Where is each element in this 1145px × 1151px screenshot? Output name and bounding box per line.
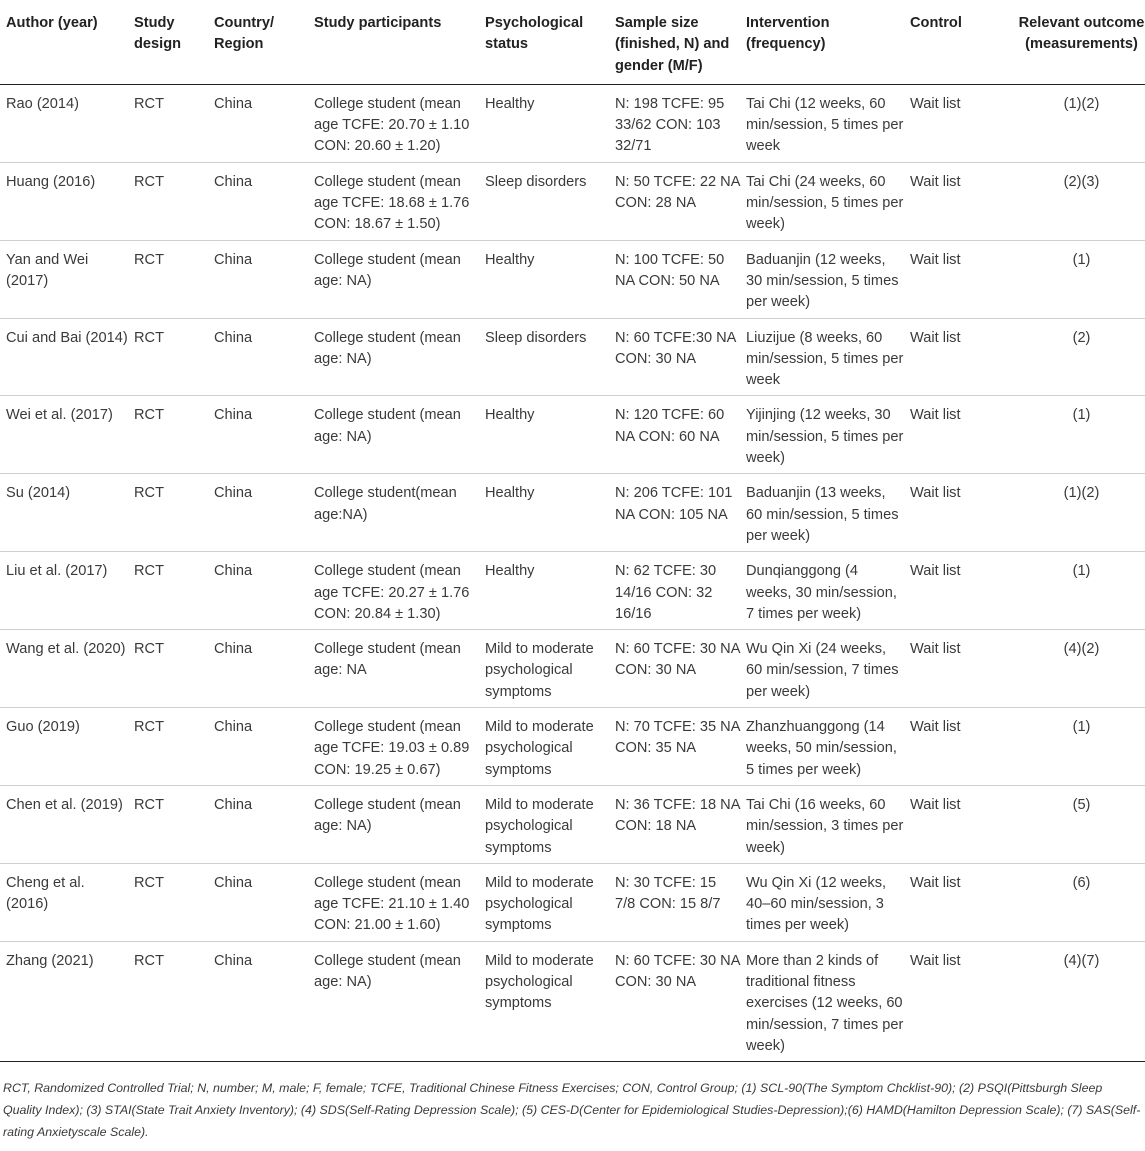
cell-study-participants: College student (mean age TCFE: 20.27 ± 1.76 CON: 20.84 ± 1.30): [314, 563, 470, 622]
cell-country-region: China: [214, 173, 253, 190]
cell-study-participants: College student (mean age: NA): [314, 329, 461, 367]
cell-relevant-outcome: (5): [1072, 796, 1091, 813]
cell-control: Wait list: [910, 952, 961, 969]
cell-study-design: RCT: [134, 641, 164, 658]
cell-sample-size: N: 70 TCFE: 35 NA CON: 35 NA: [615, 719, 740, 757]
cell-author-year: Cheng et al. (2016): [6, 874, 85, 913]
cell-country-region: China: [214, 407, 253, 424]
cell-psychological-status: Mild to moderate psychological symptoms: [485, 796, 594, 856]
cell-control: Wait list: [910, 173, 961, 190]
cell-control: Wait list: [910, 641, 961, 658]
header-control: Control: [910, 15, 962, 31]
table-row: [0, 240, 1145, 318]
cell-sample-size: N: 60 TCFE: 30 NA CON: 30 NA: [615, 952, 740, 990]
cell-author-year: Chen et al. (2019): [6, 796, 123, 813]
cell-relevant-outcome: (1)(2): [1063, 485, 1100, 502]
cell-intervention: Wu Qin Xi (12 weeks, 40–60 min/session, 3 times per week): [746, 874, 887, 934]
cell-author-year: Zhang (2021): [6, 952, 94, 969]
cell-study-design: RCT: [134, 719, 164, 736]
cell-author-year: Rao (2014): [6, 95, 80, 112]
cell-psychological-status: Mild to moderate psychological symptoms: [485, 641, 594, 700]
cell-control: Wait list: [910, 563, 961, 580]
table-header: [0, 6, 1145, 84]
cell-study-participants: College student (mean age TCFE: 18.68 ± 1.76 CON: 18.67 ± 1.50): [314, 173, 470, 233]
cell-psychological-status: Healthy: [485, 251, 535, 268]
cell-relevant-outcome: (1)(2): [1063, 95, 1100, 112]
cell-study-design: RCT: [134, 251, 164, 268]
cell-relevant-outcome: (6): [1072, 874, 1091, 891]
cell-study-participants: College student (mean age TCFE: 19.03 ± 0.89 CON: 19.25 ± 0.67): [314, 719, 470, 778]
cell-intervention: Liuzijue (8 weeks, 60 min/session, 5 times per week: [746, 329, 904, 389]
header-relevant-outcome: Relevant outcome (measurements): [1018, 15, 1145, 53]
cell-psychological-status: Mild to moderate psychological symptoms: [485, 719, 594, 778]
cell-sample-size: N: 60 TCFE:30 NA CON: 30 NA: [615, 329, 736, 367]
cell-relevant-outcome: (4)(2): [1063, 641, 1100, 658]
cell-study-design: RCT: [134, 563, 164, 580]
cell-sample-size: N: 30 TCFE: 15 7/8 CON: 15 8/7: [615, 874, 721, 913]
table-row: [0, 396, 1145, 474]
cell-sample-size: N: 62 TCFE: 30 14/16 CON: 32 16/16: [615, 563, 717, 622]
cell-control: Wait list: [910, 719, 961, 736]
cell-psychological-status: Mild to moderate psychological symptoms: [485, 874, 594, 934]
cell-control: Wait list: [910, 485, 961, 502]
cell-psychological-status: Healthy: [485, 563, 535, 580]
cell-sample-size: N: 50 TCFE: 22 NA CON: 28 NA: [615, 173, 740, 212]
cell-control: Wait list: [910, 874, 961, 891]
cell-relevant-outcome: (2): [1072, 329, 1091, 346]
header-intervention: Intervention (frequency): [746, 15, 830, 53]
cell-intervention: Baduanjin (12 weeks, 30 min/session, 5 times per week): [746, 251, 899, 311]
cell-country-region: China: [214, 796, 253, 813]
table-row: [0, 318, 1145, 396]
cell-intervention: Zhanzhuanggong (14 weeks, 50 min/session, 5 times per week): [746, 719, 897, 778]
header-row: [0, 6, 1145, 84]
cell-relevant-outcome: (1): [1072, 407, 1091, 424]
cell-sample-size: N: 120 TCFE: 60 NA CON: 60 NA: [615, 407, 725, 445]
cell-author-year: Huang (2016): [6, 173, 96, 190]
cell-relevant-outcome: (1): [1072, 563, 1091, 580]
cell-study-design: RCT: [134, 407, 164, 424]
cell-control: Wait list: [910, 251, 961, 268]
table-row: [0, 162, 1145, 240]
table-row: [0, 474, 1145, 552]
cell-study-participants: College student (mean age TCFE: 21.10 ± 1.40 CON: 21.00 ± 1.60): [314, 874, 470, 934]
header-sample-size: Sample size (finished, N) and gender (M/F): [615, 15, 730, 74]
cell-author-year: Su (2014): [6, 485, 71, 502]
cell-author-year: Wei et al. (2017): [6, 407, 113, 424]
cell-study-design: RCT: [134, 95, 164, 112]
cell-relevant-outcome: (2)(3): [1063, 173, 1100, 190]
cell-study-design: RCT: [134, 874, 164, 891]
cell-author-year: Yan and Wei (2017): [6, 251, 89, 289]
cell-intervention: Yijinjing (12 weeks, 30 min/session, 5 times per week): [746, 407, 904, 467]
cell-intervention: More than 2 kinds of traditional fitness exercises (12 weeks, 60 min/session, 7 times per week): [746, 952, 904, 1054]
table-row: [0, 708, 1145, 786]
header-study-participants: Study participants: [314, 15, 442, 31]
cell-control: Wait list: [910, 329, 961, 346]
studies-table: [0, 6, 1145, 1062]
cell-intervention: Wu Qin Xi (24 weeks, 60 min/session, 7 times per week): [746, 641, 899, 700]
cell-country-region: China: [214, 329, 253, 346]
cell-author-year: Wang et al. (2020): [6, 641, 126, 658]
cell-study-participants: College student (mean age: NA): [314, 796, 461, 835]
cell-study-design: RCT: [134, 485, 164, 502]
cell-intervention: Tai Chi (24 weeks, 60 min/session, 5 times per week): [746, 173, 904, 233]
cell-study-participants: College student(mean age:NA): [314, 485, 457, 523]
cell-relevant-outcome: (1): [1072, 251, 1091, 268]
cell-psychological-status: Healthy: [485, 407, 535, 424]
cell-country-region: China: [214, 952, 253, 969]
cell-control: Wait list: [910, 796, 961, 813]
cell-study-participants: College student (mean age: NA: [314, 641, 461, 679]
cell-psychological-status: Mild to moderate psychological symptoms: [485, 952, 594, 1012]
cell-author-year: Liu et al. (2017): [6, 563, 108, 580]
table-row: [0, 863, 1145, 941]
cell-country-region: China: [214, 874, 253, 891]
cell-control: Wait list: [910, 407, 961, 424]
cell-country-region: China: [214, 563, 253, 580]
cell-intervention: Tai Chi (16 weeks, 60 min/session, 3 times per week): [746, 796, 904, 856]
cell-study-design: RCT: [134, 796, 164, 813]
cell-intervention: Baduanjin (13 weeks, 60 min/session, 5 times per week): [746, 485, 899, 544]
cell-study-design: RCT: [134, 329, 164, 346]
cell-country-region: China: [214, 251, 253, 268]
cell-psychological-status: Sleep disorders: [485, 329, 587, 346]
cell-sample-size: N: 36 TCFE: 18 NA CON: 18 NA: [615, 796, 740, 835]
cell-country-region: China: [214, 95, 253, 112]
table-body: [0, 84, 1145, 1061]
cell-author-year: Guo (2019): [6, 719, 80, 736]
table-row: [0, 630, 1145, 708]
header-study-design: Study design: [134, 15, 182, 53]
cell-study-participants: College student (mean age TCFE: 20.70 ± 1.10 CON: 20.60 ± 1.20): [314, 95, 470, 155]
table-row: [0, 785, 1145, 863]
cell-sample-size: N: 198 TCFE: 95 33/62 CON: 103 32/71: [615, 95, 725, 155]
table-footnote: RCT, Randomized Controlled Trial; N, number; M, male; F, female; TCFE, Traditional Chinese Fitness Exercises; CON, Control Group; (1) SCL-90(The Symptom Chcklist-90); (2) PSQI(Pittsburgh Sleep Quality Index); (3) STAI(State Trait Anxiety Inventory); (4) SDS(Self-Rating Depression Scale); (5) CES-D(Center for Epidemiological Studies-Depression);(6) HAMD(Hamilton Depression Scale); (7) SAS(Self-rating Anxietyscale Scale).: [3, 1081, 1141, 1139]
header-psychological-status: Psychological status: [485, 15, 584, 53]
cell-country-region: China: [214, 485, 253, 502]
cell-country-region: China: [214, 719, 253, 736]
cell-intervention: Tai Chi (12 weeks, 60 min/session, 5 times per week: [746, 95, 904, 155]
cell-relevant-outcome: (1): [1072, 719, 1091, 736]
cell-psychological-status: Sleep disorders: [485, 173, 587, 190]
cell-relevant-outcome: (4)(7): [1063, 952, 1100, 969]
cell-control: Wait list: [910, 95, 961, 112]
cell-psychological-status: Healthy: [485, 485, 535, 502]
cell-study-participants: College student (mean age: NA): [314, 251, 461, 289]
cell-study-design: RCT: [134, 952, 164, 969]
cell-psychological-status: Healthy: [485, 95, 535, 112]
cell-sample-size: N: 100 TCFE: 50 NA CON: 50 NA: [615, 251, 725, 289]
table-row: [0, 84, 1145, 162]
cell-author-year: Cui and Bai (2014): [6, 329, 128, 346]
cell-study-participants: College student (mean age: NA): [314, 407, 461, 445]
cell-intervention: Dunqianggong (4 weeks, 30 min/session, 7 times per week): [746, 563, 897, 622]
header-author-year: Author (year): [6, 15, 98, 31]
cell-study-participants: College student (mean age: NA): [314, 952, 461, 990]
cell-sample-size: N: 206 TCFE: 101 NA CON: 105 NA: [615, 485, 733, 523]
table-row: [0, 552, 1145, 630]
cell-study-design: RCT: [134, 173, 164, 190]
table-row: [0, 941, 1145, 1061]
cell-sample-size: N: 60 TCFE: 30 NA CON: 30 NA: [615, 641, 740, 679]
header-country-region: Country/ Region: [214, 15, 274, 53]
cell-country-region: China: [214, 641, 253, 658]
